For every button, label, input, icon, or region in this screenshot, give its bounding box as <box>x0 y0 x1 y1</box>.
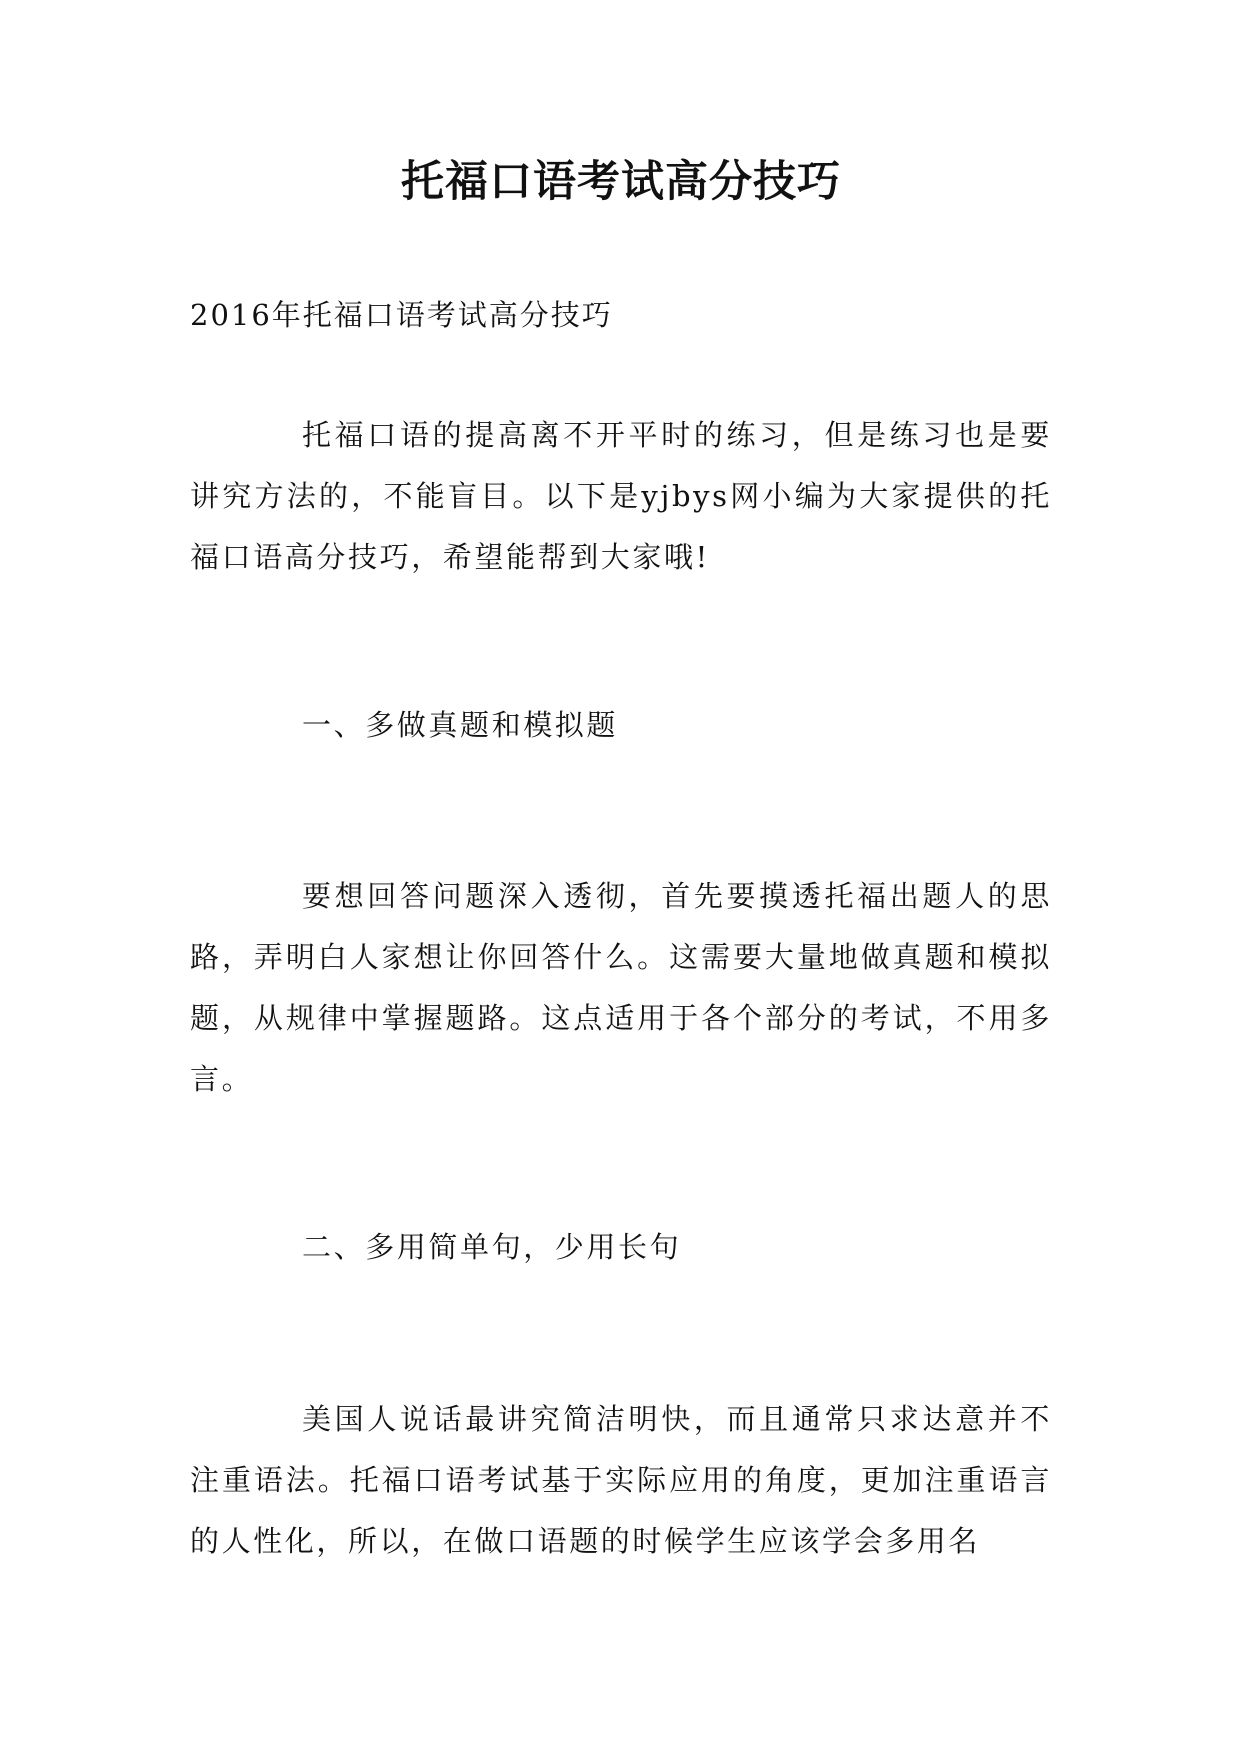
document-title: 托福口语考试高分技巧 <box>401 157 841 207</box>
document-subtitle: 2016年托福口语考试高分技巧 <box>190 298 613 332</box>
section-heading-2: 二、多用简单句，少用长句 <box>302 1230 682 1264</box>
intro-paragraph: 托福口语的提高离不开平时的练习，但是练习也是要讲究方法的，不能盲目。以下是yjbys网小编为大家提供的托福口语高分技巧，希望能帮到大家哦! <box>190 418 1052 574</box>
section-1-paragraph: 要想回答问题深入透彻，首先要摸透托福出题人的思路，弄明白人家想让你回答什么。这需要大量地做真题和模拟题，从规律中掌握题路。这点适用于各个部分的考试，不用多言。 <box>190 879 1052 1096</box>
section-heading-1: 一、多做真题和模拟题 <box>302 708 619 742</box>
section-2-paragraph: 美国人说话最讲究简洁明快，而且通常只求达意并不注重语法。托福口语考试基于实际应用的角度，更加注重语言的人性化，所以，在做口语题的时候学生应该学会多用名 <box>190 1402 1052 1558</box>
